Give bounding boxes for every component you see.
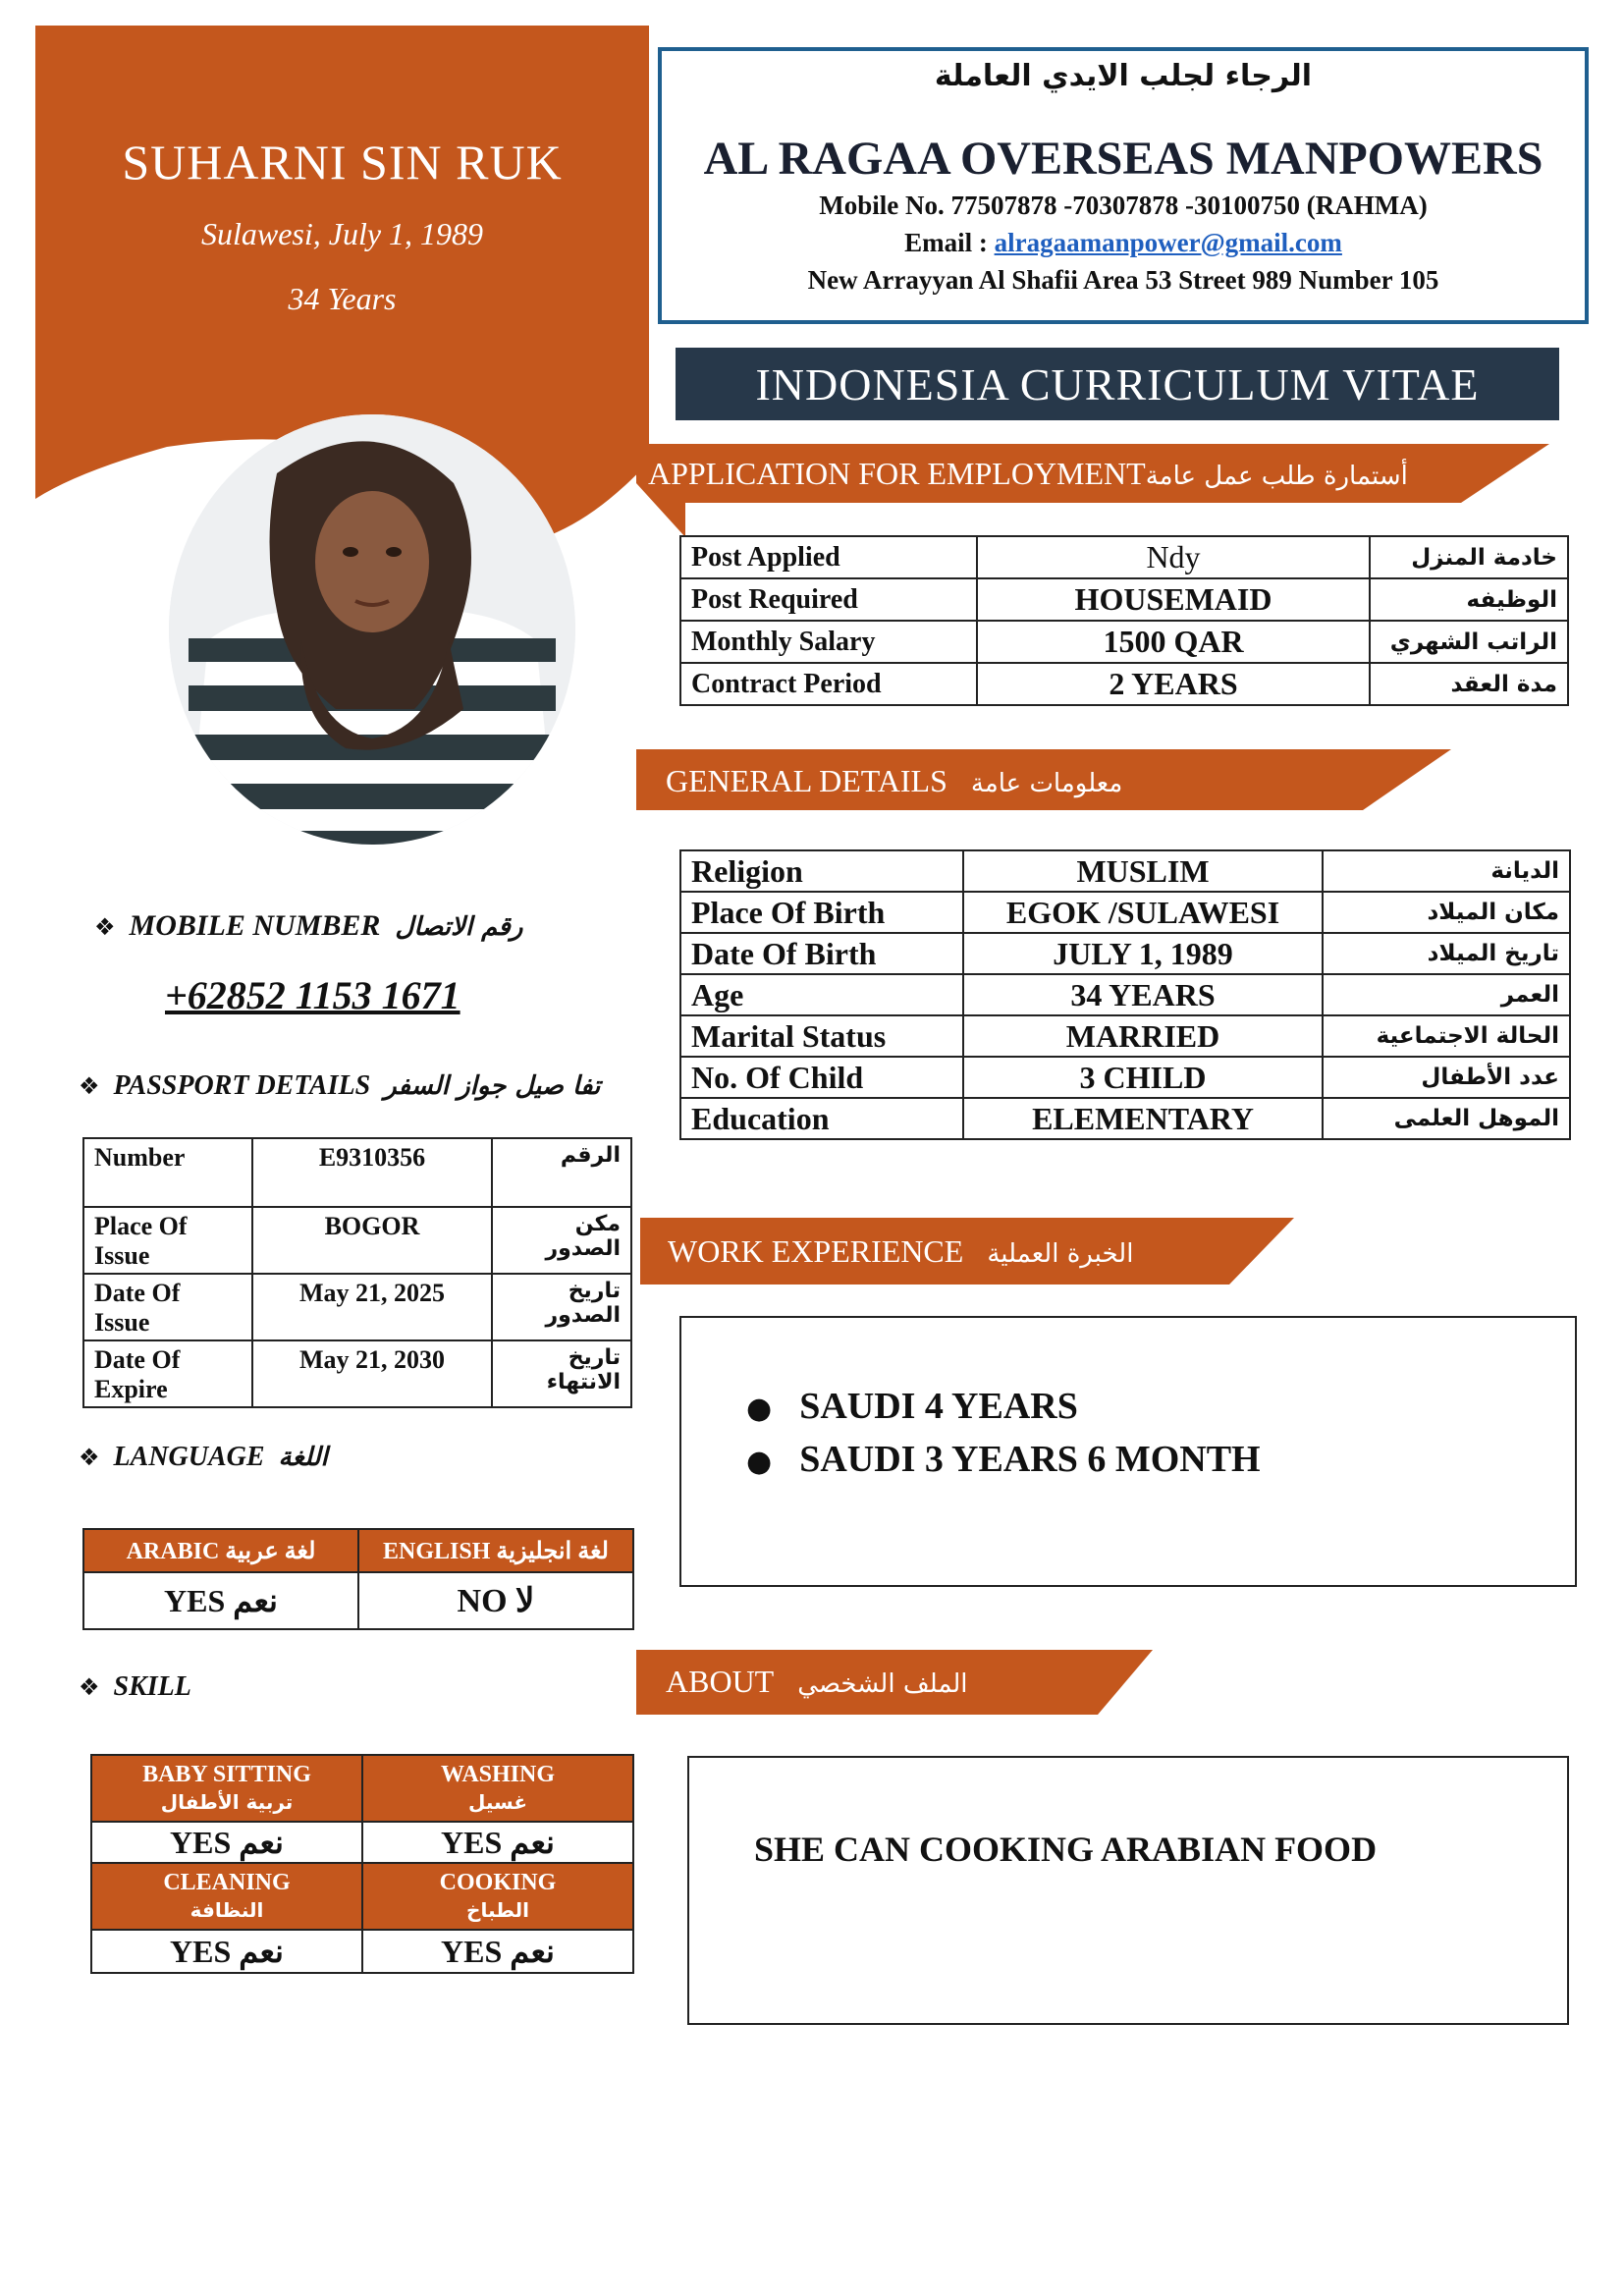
table-cell: الراتب الشهري: [1370, 621, 1568, 663]
table-cell: Number: [83, 1138, 252, 1207]
general-banner: [646, 751, 1432, 813]
work-banner: [648, 1222, 1276, 1284]
table-cell: تاريخ الصدور: [492, 1274, 631, 1340]
mobile-label: [94, 909, 522, 943]
table-cell: Monthly Salary: [680, 621, 977, 663]
table-cell: ELEMENTARY: [963, 1098, 1323, 1139]
table-row: [680, 578, 1568, 621]
table-row: [680, 536, 1568, 578]
table-row: [83, 1529, 633, 1572]
table-row: [83, 1340, 631, 1407]
application-title: APPLICATION FOR EMPLOYMENT: [648, 456, 1146, 491]
table-cell: الحالة الاجتماعية: [1323, 1015, 1570, 1057]
mobile-number[interactable]: +62852 1153 1671: [165, 973, 460, 1017]
table-cell: Date Of Expire: [83, 1340, 252, 1407]
agency-mobile: Mobile No. 77507878 -70307878 -30100750 (RAHMA): [819, 191, 1428, 220]
general-title-ar: معلومات عامة: [970, 769, 1123, 798]
table-cell: BOGOR: [252, 1207, 492, 1274]
language-label-en: LANGUAGE: [113, 1442, 265, 1472]
language-arabic-value: YES نعم: [83, 1572, 358, 1629]
general-title: GENERAL DETAILS: [666, 763, 947, 798]
bullet-icon: ●: [746, 1392, 773, 1426]
table-cell: مكن الصدور: [492, 1207, 631, 1274]
table-cell: No. Of Child: [680, 1057, 963, 1098]
table-row: [680, 933, 1570, 974]
skill-value: YES نعم: [91, 1930, 362, 1973]
table-cell: MUSLIM: [963, 850, 1323, 892]
table-cell: Place Of Issue: [83, 1207, 252, 1274]
table-cell: 1500 QAR: [977, 621, 1370, 663]
table-row: [680, 621, 1568, 663]
skill-value: YES نعم: [362, 1822, 633, 1863]
application-banner: [628, 444, 1542, 506]
table-cell: الموهل العلمى: [1323, 1098, 1570, 1139]
skill-label: [79, 1671, 191, 1703]
mobile-label-ar: رقم الاتصال: [395, 912, 523, 942]
table-row: [680, 974, 1570, 1015]
table-row: [83, 1572, 633, 1629]
work-title: WORK EXPERIENCE: [668, 1233, 964, 1269]
table-row: [680, 1098, 1570, 1139]
table-cell: 2 YEARS: [977, 663, 1370, 705]
agency-email-line: [662, 228, 1585, 258]
skill-name: COOKING: [439, 1870, 557, 1895]
table-cell: الرقم: [492, 1138, 631, 1207]
work-item-text: SAUDI 4 YEARS: [799, 1386, 1078, 1427]
table-cell: 34 YEARS: [963, 974, 1323, 1015]
table-cell: Date Of Birth: [680, 933, 963, 974]
table-row: [83, 1274, 631, 1340]
table-row: [91, 1863, 633, 1930]
skill-cooking: [362, 1863, 633, 1930]
table-cell: الوظيفه: [1370, 578, 1568, 621]
language-label-ar: اللغة: [278, 1443, 328, 1472]
passport-label-ar: تفا صيل جواز السفر: [384, 1071, 601, 1101]
table-cell: الديانة: [1323, 850, 1570, 892]
skill-name: BABY SITTING: [142, 1762, 311, 1787]
work-title-ar: الخبرة العملية: [987, 1239, 1134, 1269]
table-cell: خادمة المنزل: [1370, 536, 1568, 578]
agency-address: New Arrayyan Al Shafii Area 53 Street 989 Number 105: [807, 265, 1439, 295]
work-experience-list: [746, 1385, 1261, 1491]
candidate-age: 34 Years: [288, 281, 397, 316]
about-text: SHE CAN COOKING ARABIAN FOOD: [754, 1830, 1378, 1869]
skill-value: YES نعم: [362, 1930, 633, 1973]
table-cell: عدد الأطفال: [1323, 1057, 1570, 1098]
skill-name-ar: تربية الأطفال: [160, 1790, 294, 1814]
application-title-ar: أستمارة طلب عمل عامة: [1145, 462, 1408, 491]
table-row: [91, 1822, 633, 1863]
table-cell: Contract Period: [680, 663, 977, 705]
table-row: [680, 1015, 1570, 1057]
skill-washing: [362, 1755, 633, 1822]
bullet-icon: ●: [746, 1445, 773, 1479]
skill-name-ar: الطباخ: [466, 1898, 529, 1922]
table-row: [680, 850, 1570, 892]
table-row: [680, 1057, 1570, 1098]
language-arabic-header: ARABIC لغة عربية: [83, 1529, 358, 1572]
table-cell: Religion: [680, 850, 963, 892]
table-cell: تاريخ الميلاد: [1323, 933, 1570, 974]
about-title: ABOUT: [666, 1664, 775, 1699]
diamond-bullet-icon: ❖: [79, 1673, 100, 1701]
diamond-bullet-icon: ❖: [94, 913, 116, 941]
diamond-bullet-icon: ❖: [79, 1072, 100, 1100]
skill-name: CLEANING: [163, 1870, 291, 1895]
table-cell: Date Of Issue: [83, 1274, 252, 1340]
diamond-bullet-icon: ❖: [79, 1444, 100, 1471]
table-cell: Post Required: [680, 578, 977, 621]
passport-label-en: PASSPORT DETAILS: [113, 1070, 371, 1101]
table-cell: Marital Status: [680, 1015, 963, 1057]
table-row: [680, 663, 1568, 705]
table-cell: مدة العقد: [1370, 663, 1568, 705]
skill-name-ar: غسيل: [467, 1790, 528, 1814]
table-cell: Education: [680, 1098, 963, 1139]
passport-label: [79, 1070, 600, 1102]
language-english-header: ENGLISH لغة انجليزية: [358, 1529, 633, 1572]
list-item: [746, 1385, 1261, 1438]
table-row: [83, 1207, 631, 1274]
table-cell: تاريخ الانتهاء: [492, 1340, 631, 1407]
work-item-text: SAUDI 3 YEARS 6 MONTH: [799, 1439, 1261, 1480]
table-cell: مكان الميلاد: [1323, 892, 1570, 933]
candidate-photo: [169, 414, 575, 845]
table-cell: 3 CHILD: [963, 1057, 1323, 1098]
agency-name: AL RAGAA OVERSEAS MANPOWERS: [703, 133, 1543, 185]
about-box: [687, 1756, 1569, 2025]
skill-name: WASHING: [440, 1762, 556, 1787]
passport-table: [82, 1137, 632, 1408]
table-cell: EGOK /SULAWESI: [963, 892, 1323, 933]
table-cell: Place Of Birth: [680, 892, 963, 933]
table-cell: MARRIED: [963, 1015, 1323, 1057]
email-label: Email :: [904, 228, 995, 257]
about-title-ar: الملف الشخصي: [797, 1669, 968, 1699]
language-english-value: NO لا: [358, 1572, 633, 1629]
agency-arabic-name: الرجاء لجلب الايدي العاملة: [934, 59, 1313, 93]
skill-value: YES نعم: [91, 1822, 362, 1863]
table-cell: Post Applied: [680, 536, 977, 578]
table-cell: JULY 1, 1989: [963, 933, 1323, 974]
table-cell: Ndy: [977, 536, 1370, 578]
table-cell: May 21, 2025: [252, 1274, 492, 1340]
table-row: [680, 892, 1570, 933]
table-cell: العمر: [1323, 974, 1570, 1015]
table-row: [91, 1930, 633, 1973]
table-cell: HOUSEMAID: [977, 578, 1370, 621]
table-cell: E9310356: [252, 1138, 492, 1207]
language-table: [82, 1528, 634, 1630]
table-row: [91, 1755, 633, 1822]
application-table: [679, 535, 1569, 706]
general-details-table: [679, 849, 1571, 1140]
skill-cleaning: [91, 1863, 362, 1930]
table-row: [83, 1138, 631, 1207]
table-cell: May 21, 2030: [252, 1340, 492, 1407]
candidate-name: SUHARNI SIN RUK: [122, 135, 563, 190]
table-cell: Age: [680, 974, 963, 1015]
skill-baby-sitting: [91, 1755, 362, 1822]
skill-label-text: SKILL: [113, 1671, 191, 1702]
cv-title: INDONESIA CURRICULUM VITAE: [676, 348, 1559, 420]
mobile-label-en: MOBILE NUMBER: [129, 909, 381, 942]
skill-name-ar: النظافة: [189, 1898, 264, 1922]
about-banner: [646, 1652, 1137, 1714]
skill-table: [90, 1754, 634, 1974]
agency-email-link[interactable]: alragaamanpower@gmail.com: [994, 228, 1342, 257]
language-label: [79, 1442, 328, 1473]
candidate-birth-info: Sulawesi, July 1, 1989: [200, 216, 484, 251]
list-item: [746, 1438, 1261, 1491]
